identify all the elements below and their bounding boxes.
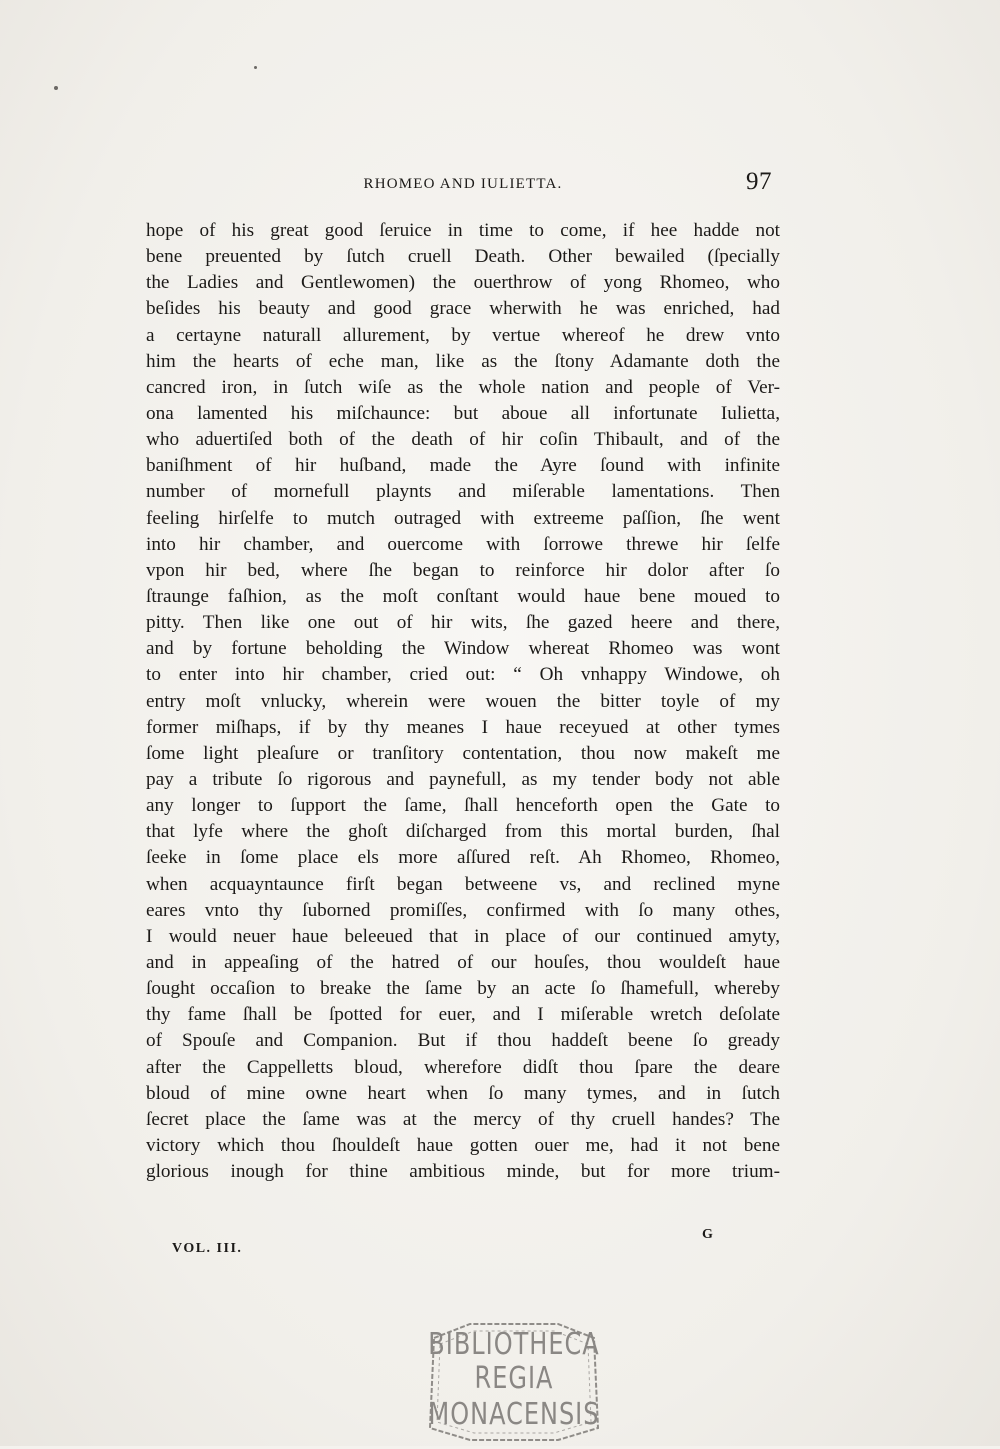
- text-line: entry moſt vnlucky, wherein were wouen the bitter toyle of my: [146, 690, 780, 712]
- stamp-line: BIBLIOTHECA: [428, 1326, 600, 1362]
- text-line: a certayne naturall allurement, by vertue whereof he drew vnto: [146, 324, 780, 346]
- text-line: ſtraunge faſhion, as the moſt conſtant would haue bene moued to: [146, 585, 780, 607]
- text-line: and by fortune beholding the Window whereat Rhomeo was wont: [146, 638, 780, 660]
- text-line: pay a tribute ſo rigorous and paynefull, as my tender body not able: [146, 768, 780, 790]
- text-line: him the hearts of eche man, like as the ſtony Adamante doth the: [146, 350, 780, 372]
- text-line: who aduertiſed both of the death of hir coſin Thibault, and of the: [146, 429, 780, 451]
- stamp-line: REGIA: [474, 1360, 554, 1396]
- text-line: thy fame ſhall be ſpotted for euer, and I miſerable wretch deſolate: [146, 1004, 780, 1026]
- stamp-line: MONACENSIS: [428, 1396, 600, 1432]
- text-line: cancred iron, in ſutch wiſe as the whole nation and people of Ver-: [146, 376, 780, 398]
- text-line: hope of his great good ſeruice in time to come, if hee hadde not: [146, 220, 780, 241]
- text-line: ſeeke in ſome place els more aſſured reſt. Ah Rhomeo, Rhomeo,: [146, 847, 780, 869]
- text-line: that lyfe where the ghoſt diſcharged from this mortal burden, ſhal: [146, 821, 780, 843]
- library-stamp: [424, 1316, 604, 1444]
- ink-speck: [54, 86, 58, 90]
- text-line: to enter into hir chamber, cried out: “ Oh vnhappy Windowe, oh: [146, 664, 780, 686]
- text-line: former miſhaps, if by thy meanes I haue receyued at other tymes: [146, 716, 780, 738]
- text-line: vpon hir bed, where ſhe began to reinforce hir dolor after ſo: [146, 559, 780, 581]
- text-line: ona lamented his miſchaunce: but aboue all infortunate Iulietta,: [146, 402, 780, 424]
- text-line: into hir chamber, and ouercome with ſorrowe threwe hir ſelfe: [146, 533, 780, 555]
- text-line: baniſhment of hir huſband, made the Ayre ſound with infinite: [146, 455, 780, 477]
- text-line: eares vnto thy ſuborned promiſſes, confirmed with ſo many othes,: [146, 899, 780, 921]
- running-title: RHOMEO AND IULIETTA.: [363, 176, 563, 192]
- ink-speck: [254, 66, 257, 69]
- text-line: glorious inough for thine ambitious minde, but for more trium-: [146, 1161, 780, 1183]
- volume-signature: VOL. III.: [172, 1241, 243, 1256]
- running-head: [146, 168, 780, 198]
- text-line: any longer to ſupport the ſame, ſhall henceforth open the Gate to: [146, 795, 780, 817]
- text-line: ſecret place the ſame was at the mercy of thy cruell handes? The: [146, 1108, 780, 1130]
- page-number: 97: [746, 168, 772, 195]
- body-text: [146, 218, 780, 1185]
- text-line: ſought occaſion to breake the ſame by an acte ſo ſhamefull, whereby: [146, 978, 780, 1000]
- text-line: number of mornefull playnts and miſerable lamentations. Then: [146, 481, 780, 503]
- text-line: and in appeaſing of the hatred of our houſes, thou wouldeſt haue: [146, 951, 780, 973]
- text-line: bene preuented by ſutch cruell Death. Other bewailed (ſpecially: [146, 246, 780, 268]
- text-line: pitty. Then like one out of hir wits, ſhe gazed heere and there,: [146, 612, 780, 634]
- gathering-mark: G: [702, 1227, 713, 1242]
- text-line: of Spouſe and Companion. But if thou haddeſt beene ſo gready: [146, 1030, 780, 1052]
- text-line: the Ladies and Gentlewomen) the ouerthrow of yong Rhomeo, who: [146, 272, 780, 294]
- text-line: I would neuer haue beleeued that in place of our continued amyty,: [146, 925, 780, 947]
- text-line: when acquayntaunce firſt began betweene vs, and reclined myne: [146, 873, 780, 895]
- text-line: feeling hirſelfe to mutch outraged with extreeme paſſion, ſhe went: [146, 507, 780, 529]
- text-line: beſides his beauty and good grace wherwith he was enriched, had: [146, 298, 780, 320]
- text-line: ſome light pleaſure or tranſitory contentation, thou now makeſt me: [146, 742, 780, 764]
- text-line: after the Cappelletts bloud, wherefore didſt thou ſpare the deare: [146, 1056, 780, 1078]
- text-line: bloud of mine owne heart when ſo many tymes, and in ſutch: [146, 1082, 780, 1104]
- text-line: victory which thou ſhouldeſt haue gotten ouer me, had it not bene: [146, 1134, 780, 1156]
